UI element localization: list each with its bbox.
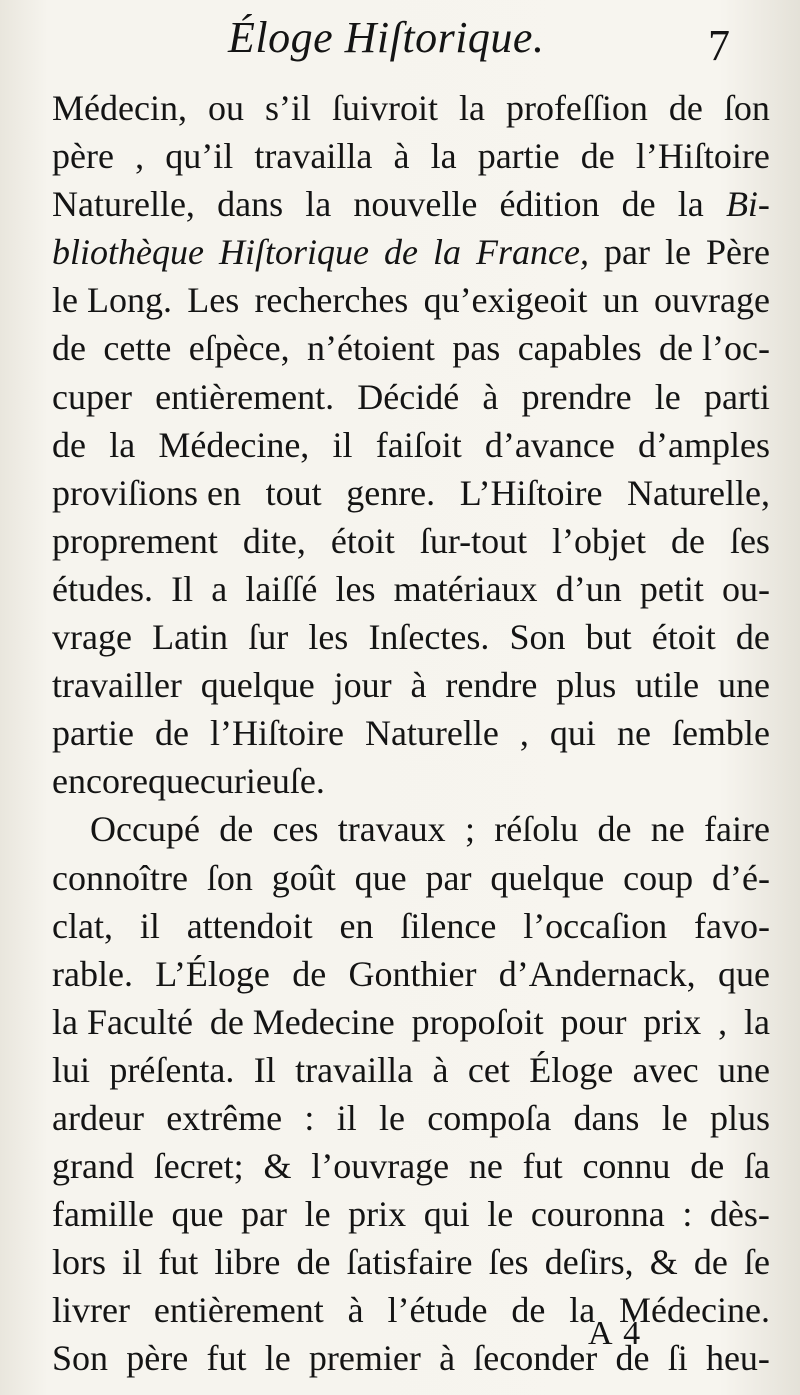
- word: quelque: [200, 665, 315, 706]
- word: Bi-: [725, 184, 770, 225]
- word: dans: [573, 1097, 640, 1138]
- word: la: [109, 424, 136, 465]
- word: ardeur: [52, 1097, 144, 1138]
- text-line: [52, 276, 770, 324]
- word: clat,: [52, 905, 113, 946]
- word: compoſa: [427, 1097, 552, 1138]
- text-line: [52, 709, 770, 757]
- text-line: [52, 1190, 770, 1238]
- word: goût: [271, 857, 336, 898]
- word: premier: [308, 1338, 421, 1379]
- word: à: [410, 665, 427, 706]
- word: capables: [517, 328, 642, 369]
- word: préſenta.: [109, 1049, 235, 1090]
- word: de: [52, 328, 86, 369]
- word: Éloge: [529, 1049, 614, 1090]
- word: curieuſe.: [199, 761, 325, 802]
- word: qu’il: [165, 136, 234, 177]
- word: ſon: [206, 857, 253, 898]
- word: ſuivroit: [331, 88, 438, 128]
- word: le: [654, 376, 681, 417]
- word: tout: [265, 472, 322, 513]
- word: qui: [549, 713, 596, 754]
- text-line: [52, 854, 770, 902]
- text-line: [52, 1046, 770, 1094]
- word: ſon: [723, 88, 770, 128]
- text-line: [52, 84, 770, 132]
- word: de l’oc-: [659, 328, 770, 369]
- word: la: [677, 184, 704, 225]
- word: entièrement.: [155, 376, 335, 417]
- word: n’étoient: [306, 328, 435, 369]
- word: étoit: [330, 520, 395, 561]
- word: France,: [476, 232, 589, 273]
- word: ſa: [743, 1146, 770, 1187]
- word: Médecine.: [619, 1290, 770, 1331]
- word: à: [432, 1049, 449, 1090]
- word: de: [154, 713, 189, 754]
- word: partie: [52, 713, 134, 754]
- word: travailler: [52, 665, 182, 706]
- word: ,: [718, 1001, 728, 1042]
- word: fut: [158, 1242, 199, 1283]
- word: ſeconder: [473, 1338, 598, 1379]
- word: l’Hiſtoire: [635, 136, 770, 177]
- word: heu-: [705, 1338, 770, 1379]
- word: le: [264, 1338, 291, 1379]
- word: d’amples: [638, 424, 770, 465]
- word: cette: [103, 328, 172, 369]
- word: pour: [560, 1001, 627, 1042]
- word: l’étude: [387, 1290, 488, 1331]
- word: le: [665, 232, 691, 273]
- text-line: [52, 132, 770, 180]
- word: Gonthier: [348, 953, 477, 994]
- text-line: [52, 565, 770, 613]
- word: père: [126, 1338, 189, 1379]
- word: ſur: [248, 617, 289, 658]
- text-line: [52, 902, 770, 950]
- word: réſolu: [494, 809, 579, 850]
- word: à: [482, 376, 499, 417]
- text-line: [52, 998, 770, 1046]
- word: de: [668, 88, 703, 128]
- word: faire: [704, 809, 770, 850]
- word: Père: [706, 232, 770, 273]
- word: travailla: [295, 1049, 414, 1090]
- word: que: [354, 857, 407, 898]
- body-text: [52, 84, 770, 1383]
- word: Son: [509, 617, 566, 658]
- word: L’Hiſtoire: [459, 472, 603, 513]
- text-line: [52, 469, 770, 517]
- word: il: [336, 1097, 357, 1138]
- word: en: [339, 905, 374, 946]
- word: &: [263, 1146, 292, 1187]
- word: de: [597, 809, 632, 850]
- word: père: [52, 136, 114, 177]
- text-line: [52, 1094, 770, 1142]
- word: nouvelle: [353, 184, 478, 225]
- word: la: [569, 1290, 596, 1331]
- word: ;: [464, 809, 475, 850]
- text-line: [52, 180, 770, 228]
- word: d’avance: [484, 424, 615, 465]
- word: ſecret;: [153, 1146, 244, 1187]
- word: ou-: [721, 568, 770, 609]
- word: à: [393, 136, 410, 177]
- word: Médecine,: [158, 424, 310, 465]
- word: cet: [467, 1049, 510, 1090]
- word: ne: [616, 713, 651, 754]
- word: le: [378, 1097, 405, 1138]
- word: :: [682, 1194, 693, 1235]
- word: d’é-: [712, 857, 770, 898]
- word: l’objet: [552, 520, 647, 561]
- word: Inſectes.: [368, 617, 490, 658]
- word: la: [744, 1001, 770, 1042]
- word: prendre: [521, 376, 632, 417]
- word: genre.: [346, 472, 436, 513]
- signature-mark: A 4: [588, 1315, 643, 1352]
- word: de: [671, 520, 705, 561]
- word: ne: [468, 1146, 503, 1187]
- word: ſatisfaire: [346, 1242, 473, 1283]
- word: de: [292, 953, 327, 994]
- text-line: [52, 228, 770, 276]
- word: études.: [52, 568, 153, 609]
- word: ſes: [488, 1242, 529, 1283]
- word: travailla: [254, 136, 373, 177]
- running-head-title: Éloge Hiſtorique.: [228, 13, 545, 62]
- text-line: [52, 613, 770, 661]
- word: édition: [499, 184, 600, 225]
- word: vrage: [52, 617, 132, 658]
- text-line: [52, 373, 770, 421]
- word: de Medecine: [209, 1001, 395, 1042]
- word: propoſoit: [411, 1001, 544, 1042]
- word: d’Andernack,: [498, 953, 696, 994]
- word: le: [661, 1097, 688, 1138]
- word: bliothèque: [52, 232, 204, 273]
- word: Naturelle,: [52, 184, 195, 225]
- word: deſirs,: [544, 1242, 634, 1283]
- text-line: [52, 517, 770, 565]
- word: grand: [52, 1146, 134, 1187]
- word: but: [585, 617, 632, 658]
- word: par: [425, 857, 472, 898]
- word: dès-: [709, 1194, 770, 1235]
- word: une: [718, 1049, 770, 1090]
- page-number: 7: [708, 21, 730, 70]
- word: de: [384, 232, 418, 273]
- word: les: [308, 617, 349, 658]
- word: Il: [171, 568, 194, 609]
- word: favo-: [693, 905, 770, 946]
- word: Son: [52, 1338, 109, 1379]
- word: de: [615, 1338, 650, 1379]
- word: coup: [623, 857, 694, 898]
- word: de: [693, 1242, 728, 1283]
- word: entièrement: [153, 1290, 324, 1331]
- word: il: [122, 1242, 143, 1283]
- text-line: [52, 757, 770, 805]
- running-head: [0, 8, 800, 78]
- text-line: [52, 1142, 770, 1190]
- word: eſpèce,: [188, 328, 290, 369]
- word: jour: [333, 665, 392, 706]
- word: a: [211, 568, 228, 609]
- word: de: [690, 1146, 725, 1187]
- word: L’Éloge: [155, 953, 270, 994]
- word: qui: [423, 1194, 470, 1235]
- word: extrême: [166, 1097, 283, 1138]
- word: l’Hiſtoire: [209, 713, 344, 754]
- word: dans: [217, 184, 284, 225]
- word: par: [604, 232, 650, 273]
- word: de: [621, 184, 656, 225]
- word: Naturelle: [364, 713, 499, 754]
- word: que: [147, 761, 200, 802]
- word: ſilence: [400, 905, 497, 946]
- word: fut: [522, 1146, 563, 1187]
- word: lui: [52, 1049, 91, 1090]
- word: attendoit: [186, 905, 313, 946]
- word: travaux: [337, 809, 446, 850]
- word: ouvrage: [653, 280, 770, 321]
- word: &: [649, 1242, 678, 1283]
- word: famille: [52, 1194, 154, 1235]
- word: cuper: [52, 376, 132, 417]
- word: un: [602, 280, 639, 321]
- word: pas: [452, 328, 501, 369]
- text-line: [52, 661, 770, 709]
- word: que: [717, 953, 770, 994]
- word: rendre: [445, 665, 538, 706]
- word: ,: [135, 136, 145, 177]
- word: le: [304, 1194, 331, 1235]
- word: connoître: [52, 857, 188, 898]
- word: de: [219, 809, 254, 850]
- word: dite,: [242, 520, 306, 561]
- word: prix: [348, 1194, 407, 1235]
- text-line: [52, 421, 770, 469]
- word: de: [52, 424, 86, 465]
- word: plus: [556, 665, 617, 706]
- word: lors: [52, 1242, 106, 1283]
- text-line: [52, 1334, 770, 1382]
- word: quelque: [490, 857, 605, 898]
- word: ne: [650, 809, 685, 850]
- word: prix: [643, 1001, 702, 1042]
- text-line: [52, 1238, 770, 1286]
- word: ou: [207, 88, 244, 128]
- word: faiſoit: [375, 424, 462, 465]
- word: rable.: [52, 953, 133, 994]
- word: il: [139, 905, 160, 946]
- word: le Long.: [52, 280, 172, 321]
- word: les: [335, 568, 376, 609]
- word: le: [487, 1194, 514, 1235]
- word: libre: [214, 1242, 281, 1283]
- word: Naturelle,: [627, 472, 770, 513]
- word: ſes: [729, 520, 770, 561]
- word: par: [241, 1194, 288, 1235]
- word: fut: [206, 1338, 247, 1379]
- text-line: [52, 950, 770, 998]
- word: utile: [635, 665, 700, 706]
- word: connu: [582, 1146, 671, 1187]
- word: la: [458, 88, 485, 128]
- word: l’ouvrage: [311, 1146, 450, 1187]
- word: matériaux: [393, 568, 538, 609]
- word: Occupé: [90, 809, 200, 850]
- word: Latin: [152, 617, 229, 658]
- word: couronna: [530, 1194, 665, 1235]
- word: Hiſtorique: [218, 232, 369, 273]
- word: étoit: [651, 617, 716, 658]
- word: ces: [272, 809, 319, 850]
- word: parti: [703, 376, 770, 417]
- word: proprement: [52, 520, 218, 561]
- word: la: [305, 184, 332, 225]
- word: ſemble: [671, 713, 770, 754]
- word: partie: [477, 136, 560, 177]
- word: ,: [519, 713, 529, 754]
- word: ſur-tout: [419, 520, 528, 561]
- word: à: [347, 1290, 364, 1331]
- word: Les: [187, 280, 240, 321]
- word: la: [430, 136, 457, 177]
- text-line: [52, 805, 770, 853]
- word: avec: [632, 1049, 699, 1090]
- word: encore: [52, 761, 148, 802]
- word: à: [439, 1338, 456, 1379]
- word: Il: [253, 1049, 276, 1090]
- word: s’il: [264, 88, 311, 128]
- word: de: [735, 617, 770, 658]
- word: de: [511, 1290, 546, 1331]
- word: petit: [639, 568, 704, 609]
- word: l’occaſion: [523, 905, 668, 946]
- word: ſi: [667, 1338, 688, 1379]
- word: livrer: [52, 1290, 130, 1331]
- word: de: [296, 1242, 331, 1283]
- word: qu’exigeoit: [423, 280, 588, 321]
- text-line: [52, 1286, 770, 1334]
- word: :: [304, 1097, 315, 1138]
- word: Décidé: [357, 376, 460, 417]
- word: de: [580, 136, 615, 177]
- word: ſe: [744, 1242, 770, 1283]
- word: d’un: [555, 568, 622, 609]
- word: que: [171, 1194, 224, 1235]
- word: profeſſion: [505, 88, 648, 128]
- word: il: [332, 424, 353, 465]
- word: laiſſé: [245, 568, 318, 609]
- word: Médecin,: [52, 88, 187, 128]
- word: la Faculté: [52, 1001, 193, 1042]
- word: une: [717, 665, 770, 706]
- word: proviſions en: [52, 472, 241, 513]
- word: recherches: [254, 280, 409, 321]
- word: plus: [709, 1097, 770, 1138]
- text-line: [52, 324, 770, 372]
- word: la: [433, 232, 462, 273]
